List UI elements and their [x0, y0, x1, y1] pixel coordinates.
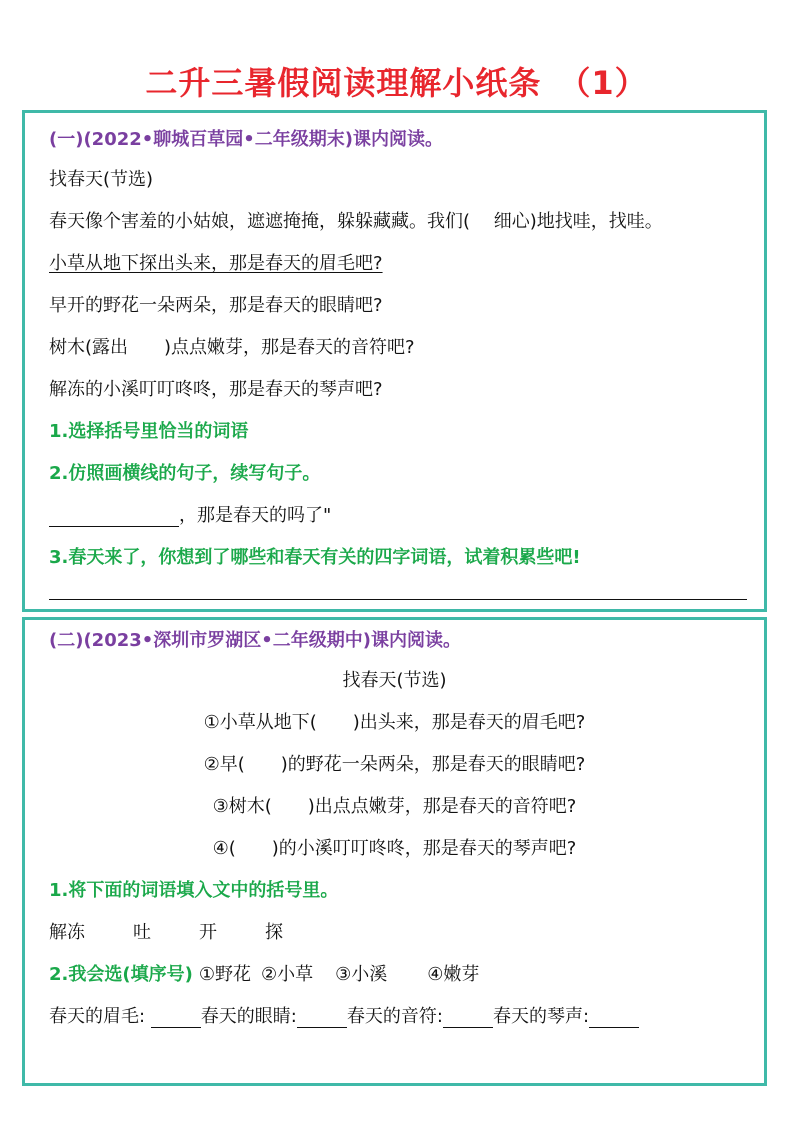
option-item: ②小草	[260, 964, 314, 985]
word-item: 开	[199, 922, 217, 943]
fill-sentence	[49, 501, 331, 527]
passage-line: 树木(露出 )点点嫩芽，那是春天的音符吧?	[49, 337, 415, 358]
question-3: 3.春天来了，你想到了哪些和春天有关的四字词语，试着积累些吧!	[49, 547, 581, 568]
passage-line: 早开的野花一朵两朵，那是春天的眼睛吧?	[49, 295, 383, 316]
question-2: 2.仿照画横线的句子，续写句子。	[49, 463, 321, 484]
question-1: 1.选择括号里恰当的词语	[49, 421, 249, 442]
section-header: (一)(2022•聊城百草园•二年级期末)课内阅读。	[49, 129, 444, 150]
question-1: 1.将下面的词语填入文中的括号里。	[49, 880, 339, 901]
passage-line: ④( )的小溪叮叮咚咚，那是春天的琴声吧?	[212, 838, 577, 859]
answer-blank[interactable]	[297, 1009, 347, 1028]
passage-title: 找春天(节选)	[49, 169, 154, 190]
word-bank	[49, 918, 283, 944]
reading-section-2	[22, 617, 767, 1086]
answer-blank[interactable]	[443, 1009, 493, 1028]
passage-line: ①小草从地下( )出头来，那是春天的眉毛吧?	[203, 712, 586, 733]
answer-blank[interactable]	[49, 508, 179, 527]
question-2: 2.我会选(填序号)	[49, 964, 193, 985]
option-item: ③小溪	[335, 964, 388, 985]
passage-line: 解冻的小溪叮叮咚咚，那是春天的琴声吧?	[49, 379, 383, 400]
word-item: 探	[265, 922, 283, 943]
question-2-row	[49, 960, 479, 986]
fill-sentence-tail: ，那是春天的吗了"	[179, 505, 332, 526]
passage-line: 春天像个害羞的小姑娘，遮遮掩掩，躲躲藏藏。我们( 细心)地找哇，找哇。	[49, 211, 663, 232]
passage-title: 找春天(节选)	[342, 670, 447, 691]
passage-line: ③树木( )出点点嫩芽，那是春天的音符吧?	[212, 796, 577, 817]
underlined-sentence: 小草从地下探出头来，那是春天的眉毛吧?	[49, 253, 383, 274]
fill-label: 春天的眉毛:	[49, 1006, 151, 1027]
answer-blank[interactable]	[151, 1009, 201, 1028]
word-item: 吐	[133, 922, 151, 943]
fill-row	[49, 1002, 639, 1028]
fill-label: 春天的眼睛:	[200, 1006, 297, 1027]
section-header: (二)(2023•深圳市罗湖区•二年级期中)课内阅读。	[49, 630, 462, 651]
answer-line[interactable]	[49, 599, 747, 600]
passage-line: ②早( )的野花一朵两朵，那是春天的眼睛吧?	[203, 754, 586, 775]
fill-label: 春天的琴声:	[492, 1006, 590, 1027]
answer-blank[interactable]	[589, 1009, 639, 1028]
option-item: ④嫩芽	[427, 964, 480, 985]
option-item: ①野花	[198, 964, 251, 985]
reading-section-1	[22, 110, 767, 612]
page-title: 二升三暑假阅读理解小纸条 （1）	[145, 64, 648, 102]
fill-label: 春天的音符:	[346, 1006, 443, 1027]
word-item: 解冻	[49, 922, 85, 943]
